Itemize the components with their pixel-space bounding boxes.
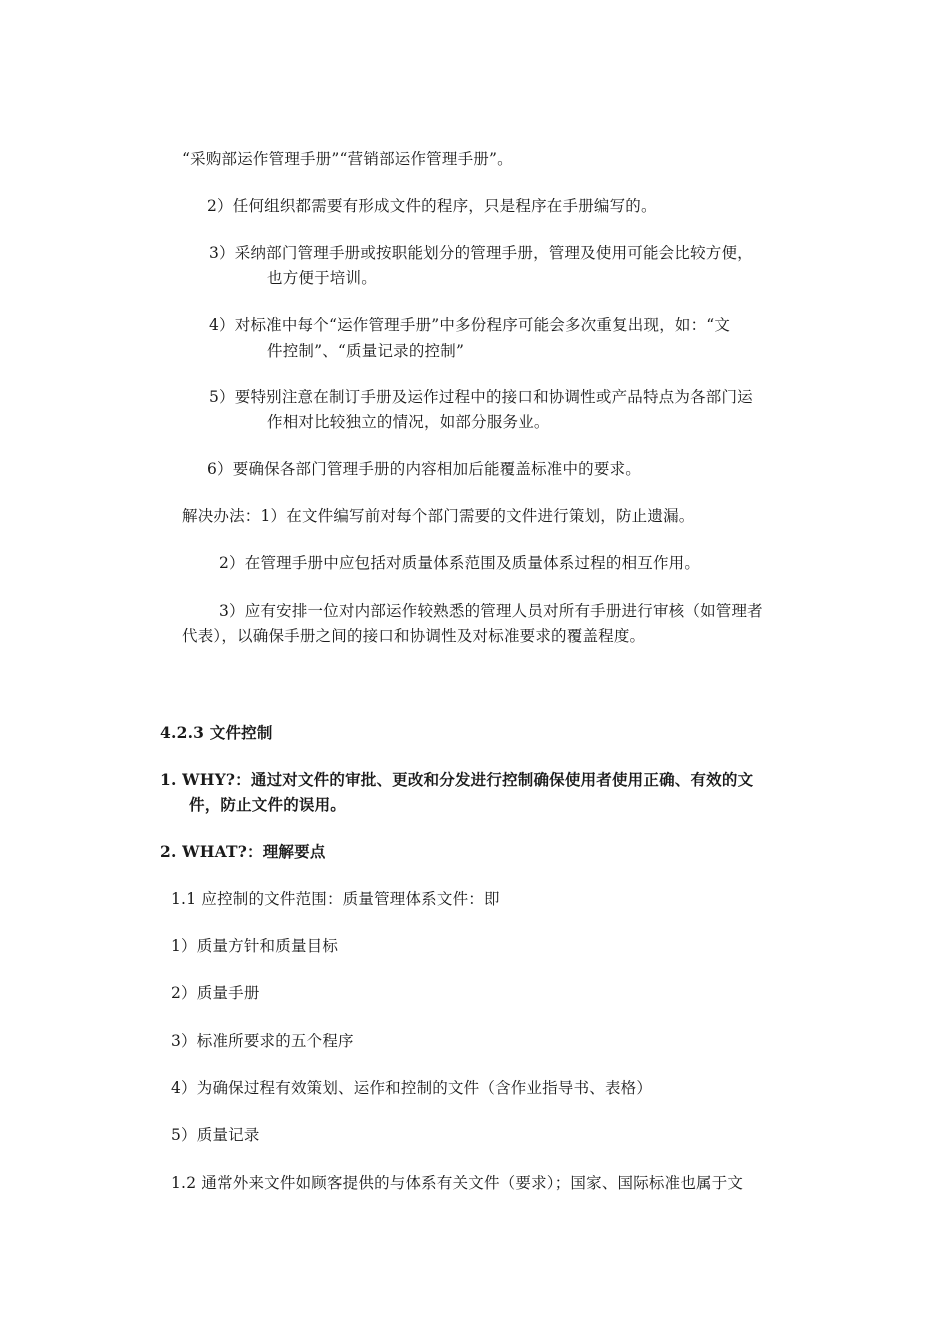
paragraph-line: “采购部运作管理手册”“营销部运作管理手册”。	[182, 150, 513, 168]
solution-line-3-cont: 代表），以确保手册之间的接口和协调性及对标准要求的覆盖程度。	[182, 627, 646, 645]
list-item: 4）为确保过程有效策划、运作和控制的文件（含作业指导书、表格）	[171, 1079, 653, 1097]
what-heading: 2. WHAT?：理解要点	[160, 842, 326, 861]
list-item-4: 4）对标准中每个“运作管理手册”中多份程序可能会多次重复出现，如：“文	[209, 316, 731, 334]
list-item-2: 2）任何组织都需要有形成文件的程序，只是程序在手册编写的。	[207, 197, 657, 215]
solution-line-3: 3）应有安排一位对内部运作较熟悉的管理人员对所有手册进行审核（如管理者	[219, 602, 763, 620]
subsection-1-2: 1.2 通常外来文件如顾客提供的与体系有关文件（要求）；国家、国际标准也属于文	[171, 1174, 744, 1192]
list-item: 5）质量记录	[171, 1126, 260, 1144]
list-item: 1）质量方针和质量目标	[171, 937, 339, 955]
list-item-5-cont: 作相对比较独立的情况，如部分服务业。	[267, 413, 550, 431]
list-item: 2）质量手册	[171, 984, 260, 1002]
list-item-6: 6）要确保各部门管理手册的内容相加后能覆盖标准中的要求。	[207, 460, 641, 478]
why-heading-cont: 件，防止文件的误用。	[189, 795, 347, 814]
list-item-3: 3）采纳部门管理手册或按职能划分的管理手册，管理及使用可能会比较方便，	[209, 244, 753, 262]
subsection-1-1: 1.1 应控制的文件范围：质量管理体系文件：即	[171, 890, 500, 908]
list-item-4-cont: 件控制”、“质量记录的控制”	[267, 342, 465, 360]
list-item: 3）标准所要求的五个程序	[171, 1032, 354, 1050]
section-heading: 4.2.3 文件控制	[160, 723, 273, 742]
solution-line-1: 解决办法：1）在文件编写前对每个部门需要的文件进行策划，防止遗漏。	[182, 507, 695, 525]
list-item-3-cont: 也方便于培训。	[267, 269, 377, 287]
list-item-5: 5）要特别注意在制订手册及运作过程中的接口和协调性或产品特点为各部门运	[209, 388, 753, 406]
why-heading: 1. WHY?：通过对文件的审批、更改和分发进行控制确保使用者使用正确、有效的文	[160, 770, 754, 789]
solution-line-2: 2）在管理手册中应包括对质量体系范围及质量体系过程的相互作用。	[219, 554, 701, 572]
